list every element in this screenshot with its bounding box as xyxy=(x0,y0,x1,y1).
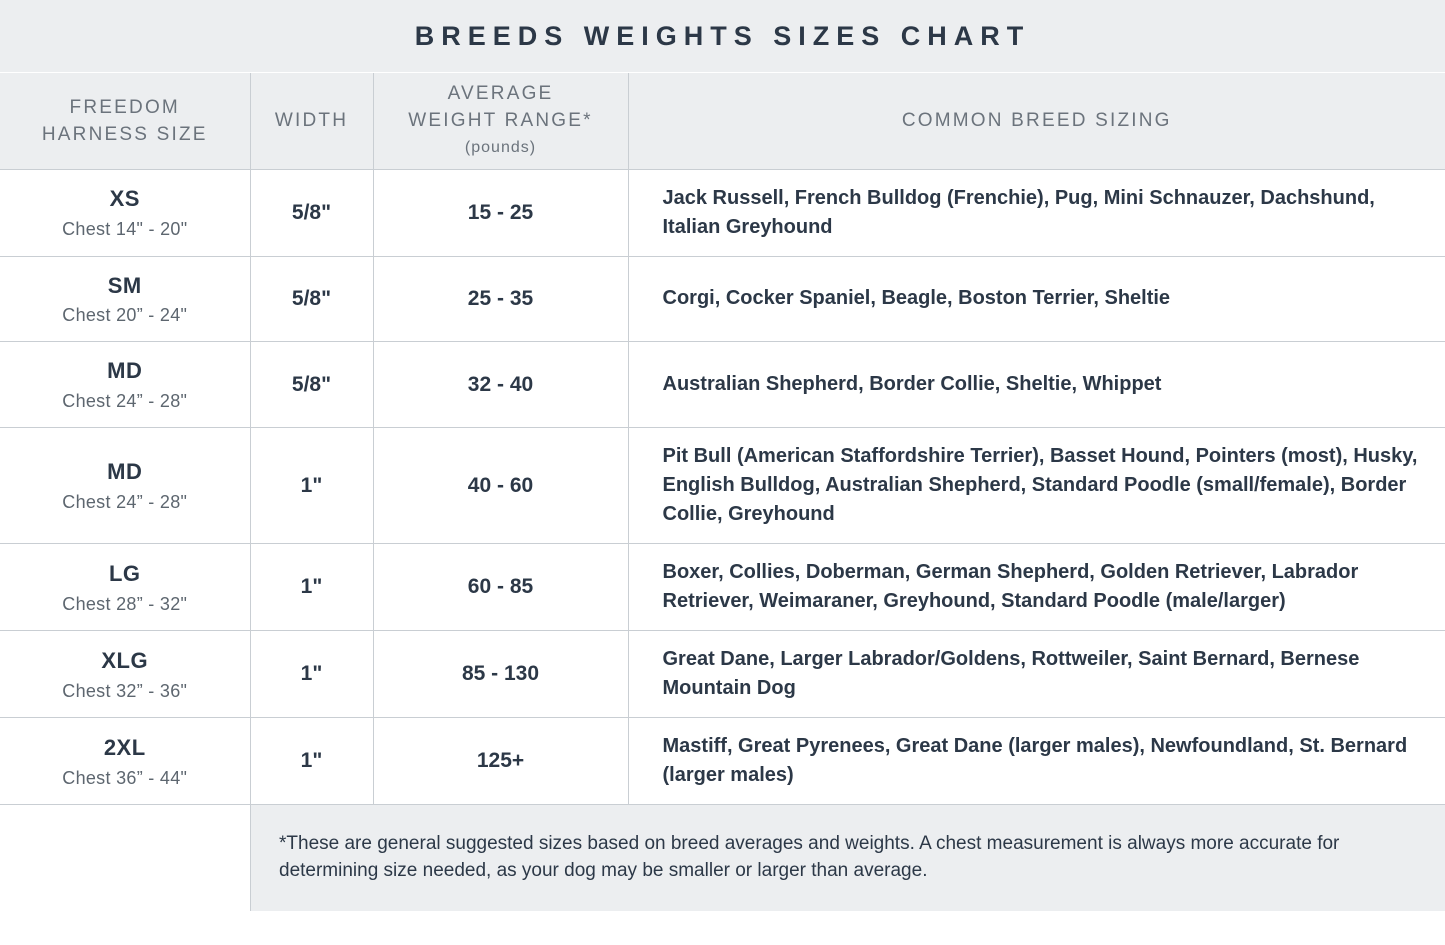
cell-common-breeds: Corgi, Cocker Spaniel, Beagle, Boston Terrier, Sheltie xyxy=(628,256,1445,342)
cell-harness-size xyxy=(0,631,250,718)
chest-range: Chest 20” - 24" xyxy=(62,305,188,326)
table-header-row xyxy=(0,73,1445,169)
table-row xyxy=(0,718,1445,805)
footnote-spacer xyxy=(0,805,251,911)
column-header-weight-range xyxy=(373,73,628,169)
column-header-width xyxy=(250,73,373,169)
cell-weight-range: 40 - 60 xyxy=(373,428,628,544)
table-row xyxy=(0,631,1445,718)
chest-range: Chest 24” - 28" xyxy=(62,492,188,513)
breeds-header-label: COMMON BREED SIZING xyxy=(901,110,1172,132)
harness-size-header-line1: FREEDOM xyxy=(69,96,180,118)
cell-common-breeds: Boxer, Collies, Doberman, German Shepherd, Golden Retriever, Labrador Retriever, Weimaraner, Greyhound, Standard Poodle (male/larger) xyxy=(628,544,1445,631)
table-row xyxy=(0,428,1445,544)
size-label: MD xyxy=(107,358,143,384)
cell-harness-size xyxy=(0,169,250,256)
cell-weight-range: 15 - 25 xyxy=(373,169,628,256)
chest-range: Chest 28” - 32" xyxy=(62,593,188,614)
harness-size-header-line2: HARNESS SIZE xyxy=(41,123,208,145)
cell-width: 5/8" xyxy=(250,342,373,428)
size-label: SM xyxy=(107,272,142,298)
cell-harness-size xyxy=(0,544,250,631)
cell-weight-range: 60 - 85 xyxy=(373,544,628,631)
breeds-size-table xyxy=(0,73,1445,804)
cell-common-breeds: Jack Russell, French Bulldog (Frenchie), Pug, Mini Schnauzer, Dachshund, Italian Greyhound xyxy=(628,169,1445,256)
cell-width: 5/8" xyxy=(250,169,373,256)
chest-range: Chest 32” - 36" xyxy=(62,680,188,701)
column-header-common-breeds xyxy=(628,73,1445,169)
size-label: 2XL xyxy=(103,734,146,760)
size-label: MD xyxy=(107,459,143,485)
cell-width: 1" xyxy=(250,428,373,544)
footnote-text: *These are general suggested sizes based on breed averages and weights. A chest measurement is always more accurate for determining size needed, as your dog may be smaller or larger than average. xyxy=(251,805,1445,911)
width-header-label: WIDTH xyxy=(274,110,349,132)
table-row xyxy=(0,544,1445,631)
chest-range: Chest 36” - 44" xyxy=(62,767,188,788)
cell-harness-size xyxy=(0,256,250,342)
cell-common-breeds: Great Dane, Larger Labrador/Goldens, Rottweiler, Saint Bernard, Bernese Mountain Dog xyxy=(628,631,1445,718)
cell-weight-range: 85 - 130 xyxy=(373,631,628,718)
table-row xyxy=(0,342,1445,428)
page-title: BREEDS WEIGHTS SIZES CHART xyxy=(414,20,1031,51)
table-body xyxy=(0,169,1445,804)
cell-width: 5/8" xyxy=(250,256,373,342)
table-row xyxy=(0,256,1445,342)
chest-range: Chest 24” - 28" xyxy=(62,391,188,412)
cell-harness-size xyxy=(0,428,250,544)
cell-weight-range: 125+ xyxy=(373,718,628,805)
cell-weight-range: 25 - 35 xyxy=(373,256,628,342)
cell-common-breeds: Australian Shepherd, Border Collie, Sheltie, Whippet xyxy=(628,342,1445,428)
column-header-harness-size xyxy=(0,73,250,169)
weight-header-units: (pounds) xyxy=(464,139,537,157)
size-label: XS xyxy=(109,186,140,211)
cell-width: 1" xyxy=(250,718,373,805)
footnote-row xyxy=(0,804,1445,911)
chart-title-bar xyxy=(0,0,1445,73)
size-label: XLG xyxy=(101,647,149,673)
cell-harness-size xyxy=(0,718,250,805)
cell-common-breeds: Mastiff, Great Pyrenees, Great Dane (larger males), Newfoundland, St. Bernard (larger males) xyxy=(628,718,1445,805)
cell-harness-size xyxy=(0,342,250,428)
size-label: LG xyxy=(108,560,141,586)
chest-range: Chest 14" - 20" xyxy=(62,218,188,239)
table-header xyxy=(0,73,1445,169)
table-row xyxy=(0,169,1445,256)
cell-width: 1" xyxy=(250,544,373,631)
cell-weight-range: 32 - 40 xyxy=(373,342,628,428)
cell-common-breeds: Pit Bull (American Staffordshire Terrier), Basset Hound, Pointers (most), Husky, English Bulldog, Australian Shepherd, Standard Poodle (small/female), Border Collie, Greyhound xyxy=(628,428,1445,544)
cell-width: 1" xyxy=(250,631,373,718)
weight-header-line1: AVERAGE xyxy=(447,83,554,105)
weight-header-line2: WEIGHT RANGE* xyxy=(408,110,593,132)
